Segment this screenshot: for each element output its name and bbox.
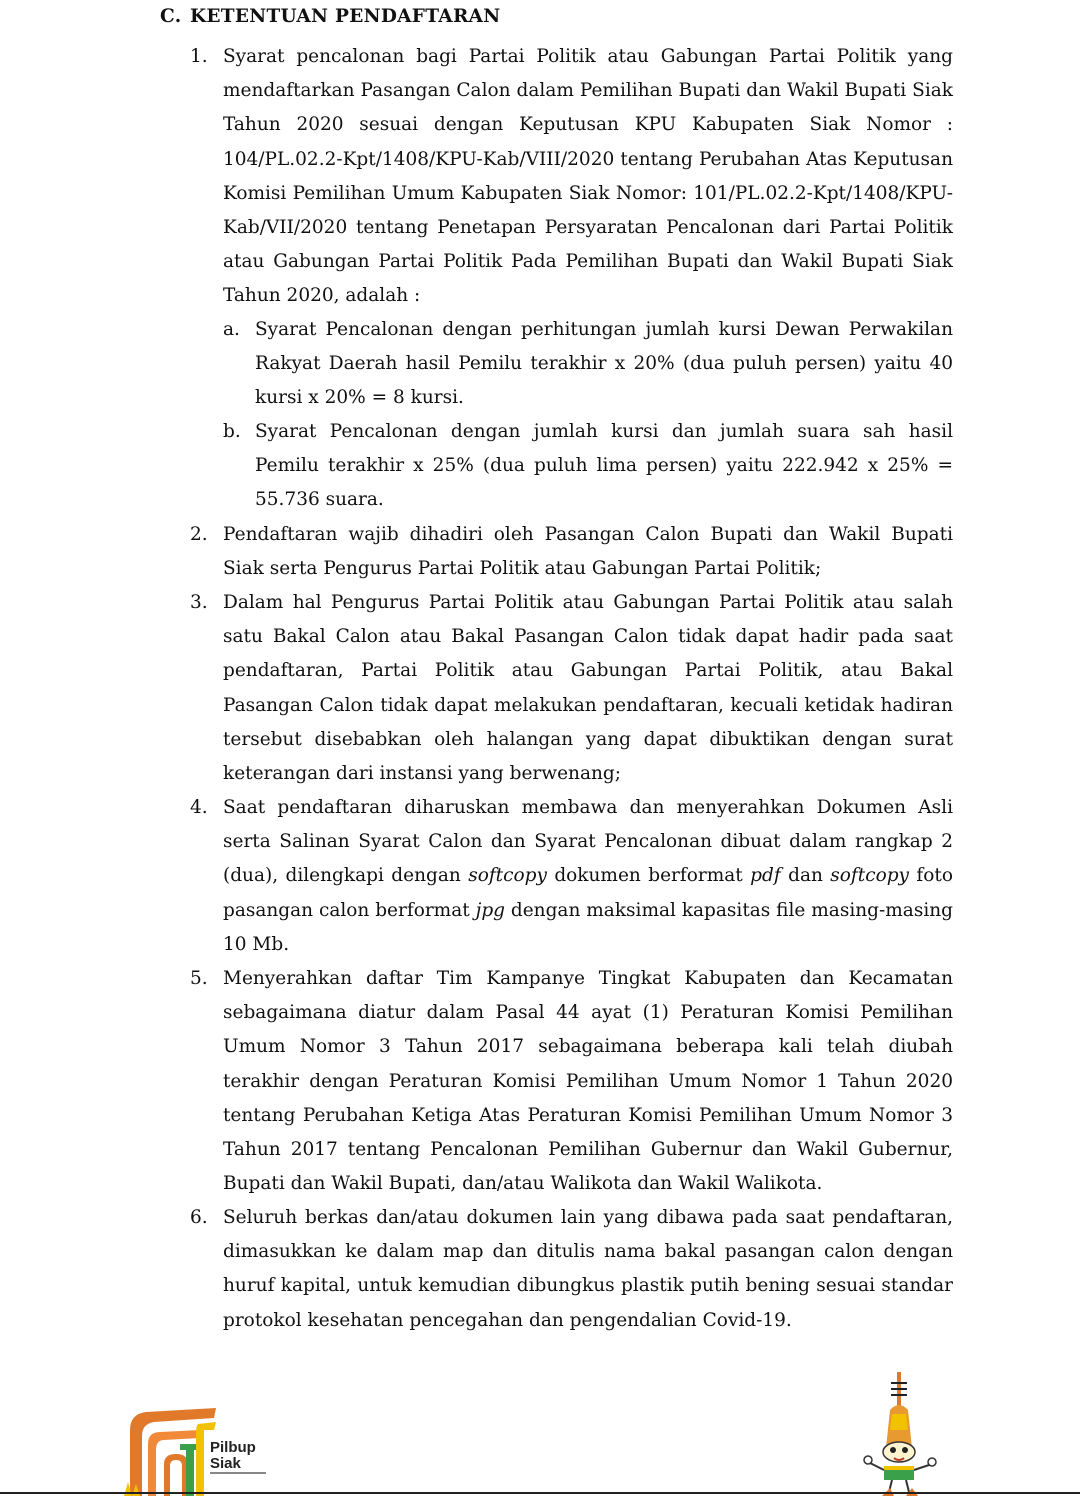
section-letter: C. bbox=[160, 6, 182, 27]
page-bottom-border bbox=[0, 1492, 1080, 1494]
text-run: dokumen berformat bbox=[546, 865, 751, 887]
mascot-illustration bbox=[862, 1370, 942, 1496]
pilbup-siak-logo bbox=[124, 1404, 284, 1496]
section-title: KETENTUAN PENDAFTARAN bbox=[190, 6, 501, 27]
section-heading bbox=[160, 6, 501, 27]
item-number: 2. bbox=[190, 524, 208, 545]
item-text: Dalam hal Pengurus Partai Politik atau Gabungan Partai Politik atau salah satu Bakal Calon atau Bakal Pasangan Calon tidak dapat hadir pada saat pendaftaran, Partai Politik atau Gabungan Partai Politik, atau Bakal Pasangan Calon tidak dapat melakukan pendaftaran, kecuali ketidak hadiran tersebut disebabkan oleh halangan yang dapat dibuktikan dengan surat keterangan dari instansi yang berwenang; bbox=[223, 592, 953, 785]
logo-text-siak: Siak bbox=[210, 1455, 241, 1472]
text-run: foto pasangan calon berformat bbox=[223, 865, 953, 921]
sub-item-text: Syarat Pencalonan dengan perhitungan jumlah kursi Dewan Perwakilan Rakyat Daerah hasil Pemilu terakhir x 20% (dua puluh persen) yaitu 40 kursi x 20% = 8 kursi. bbox=[255, 319, 953, 409]
list-item-3 bbox=[190, 586, 953, 791]
item-number: 5. bbox=[190, 968, 208, 989]
item-text: Menyerahkan daftar Tim Kampanye Tingkat Kabupaten dan Kecamatan sebagaimana diatur dalam Pasal 44 ayat (1) Peraturan Komisi Pemilihan Umum Nomor 3 Tahun 2017 sebagaimana beberapa kali telah diubah terakhir dengan Peraturan Komisi Pemilihan Umum Nomor 1 Tahun 2020 tentang Perubahan Ketiga Atas Peraturan Komisi Pemilihan Umum Nomor 3 Tahun 2017 tentang Pencalonan Pemilihan Gubernur dan Wakil Gubernur, Bupati dan Wakil Bupati, dan/atau Walikota dan Wakil Walikota. bbox=[223, 968, 953, 1195]
text-run: Saat pendaftaran diharuskan membawa dan menyerahkan Dokumen Asli serta Salinan Syarat Calon dan Syarat Pencalonan dibuat dalam rangkap 2 (dua), dilengkapi dengan bbox=[223, 797, 953, 887]
sub-item-b bbox=[223, 415, 953, 518]
list-item-1 bbox=[190, 40, 953, 314]
list-item-6 bbox=[190, 1201, 953, 1338]
sub-item-letter: a. bbox=[223, 319, 240, 340]
italic-term: softcopy bbox=[468, 865, 547, 887]
text-run: dan bbox=[780, 865, 831, 887]
sub-item-text: Syarat Pencalonan dengan jumlah kursi dan jumlah suara sah hasil Pemilu terakhir x 25% (dua puluh lima persen) yaitu 222.942 x 25% = 55.736 suara. bbox=[255, 421, 953, 511]
logo-graphic bbox=[124, 1404, 284, 1496]
item-text: Syarat pencalonan bagi Partai Politik atau Gabungan Partai Politik yang mendaftarkan Pasangan Calon dalam Pemilihan Bupati dan Wakil Bupati Siak Tahun 2020 sesuai dengan Keputusan KPU Kabupaten Siak Nomor : 104/PL.02.2-Kpt/1408/KPU-Kab/VIII/2020 tentang Perubahan Atas Keputusan Komisi Pemilihan Umum Kabupaten Siak Nomor: 101/PL.02.2-Kpt/1408/KPU-Kab/VII/2020 tentang Penetapan Persyaratan Pencalonan dari Partai Politik atau Gabungan Partai Politik Pada Pemilihan Bupati dan Wakil Bupati Siak Tahun 2020, adalah : bbox=[223, 46, 953, 307]
sub-item-letter: b. bbox=[223, 421, 241, 442]
list-item-5 bbox=[190, 962, 953, 1201]
sub-item-a bbox=[223, 313, 953, 416]
item-number: 3. bbox=[190, 592, 208, 613]
italic-term: softcopy bbox=[830, 865, 910, 887]
logo-text-pilbup: Pilbup bbox=[210, 1439, 256, 1456]
item-text bbox=[223, 791, 953, 962]
list-item-4 bbox=[190, 791, 953, 962]
item-text: Seluruh berkas dan/atau dokumen lain yang dibawa pada saat pendaftaran, dimasukkan ke dalam map dan ditulis nama bakal pasangan calon dengan huruf kapital, untuk kemudian dibungkus plastik putih bening sesuai standar protokol kesehatan pencegahan dan pengendalian Covid-19. bbox=[223, 1207, 953, 1331]
item-number: 1. bbox=[190, 46, 208, 67]
list-item-2 bbox=[190, 518, 953, 586]
item-text: Pendaftaran wajib dihadiri oleh Pasangan Calon Bupati dan Wakil Bupati Siak serta Pengurus Partai Politik atau Gabungan Partai Politik; bbox=[223, 524, 953, 580]
mascot-graphic bbox=[862, 1370, 942, 1496]
italic-term: pdf bbox=[750, 865, 781, 887]
item-number: 6. bbox=[190, 1207, 208, 1228]
italic-term: jpg bbox=[475, 899, 505, 921]
text-run: dengan maksimal kapasitas file masing-masing 10 Mb. bbox=[223, 899, 953, 955]
item-number: 4. bbox=[190, 797, 208, 818]
